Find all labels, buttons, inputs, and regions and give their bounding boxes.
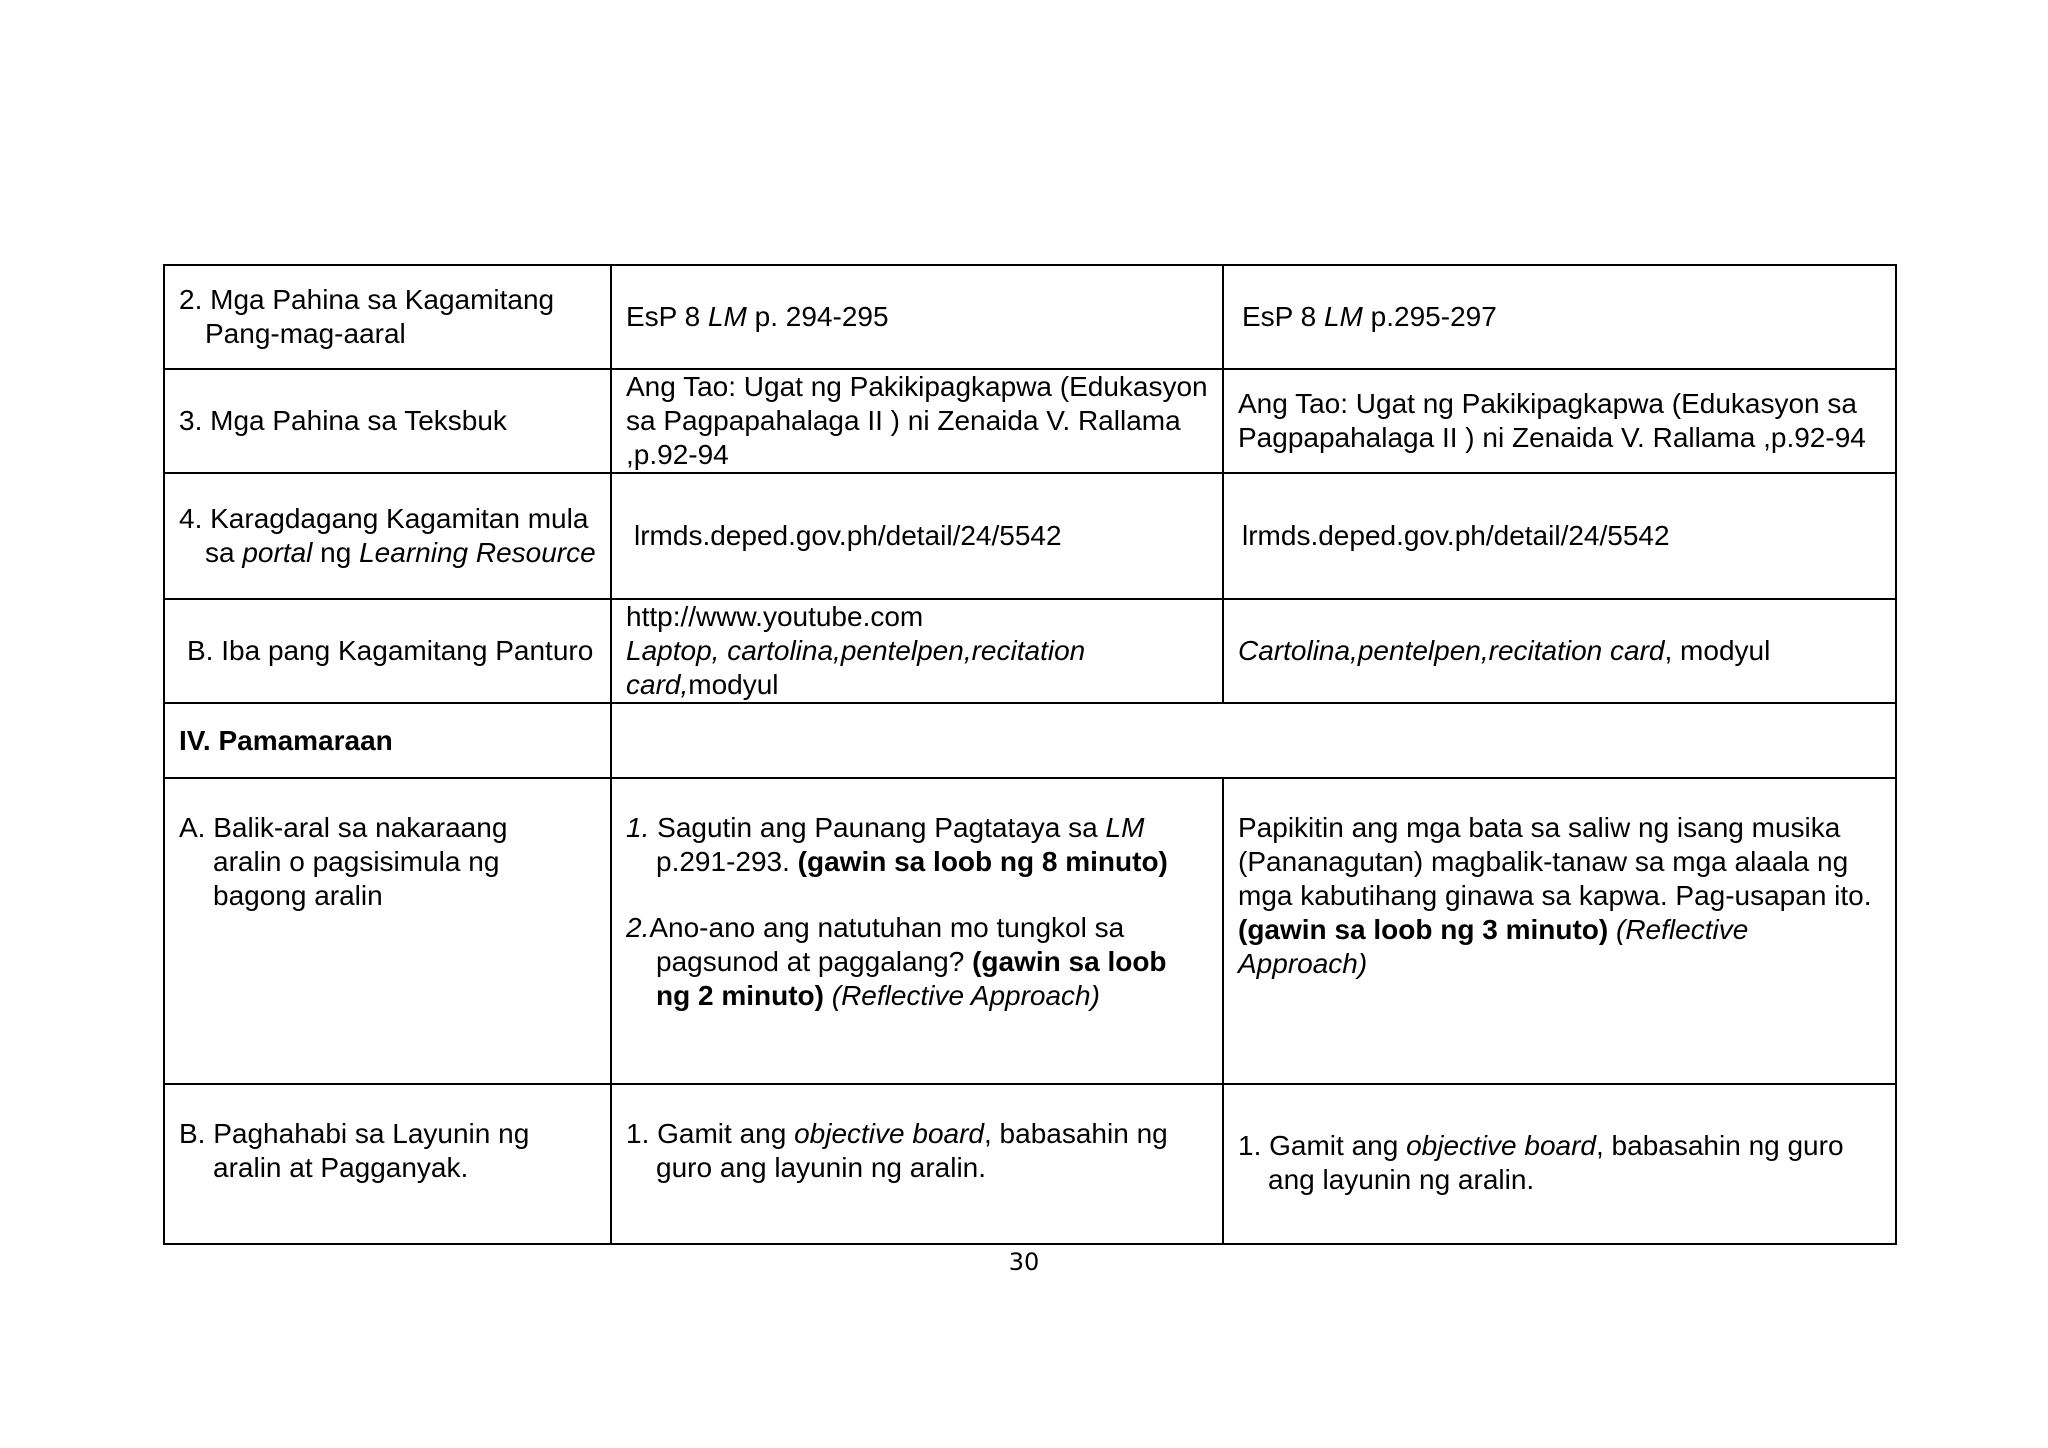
day1-cell [611, 265, 1223, 369]
cell-text-italic: LM [1323, 301, 1363, 332]
cell-text: Ang Tao: Ugat ng Pakikipagkapwa (Edukasyon sa Pagpapahalaga II ) ni Zenaida V. Rallama ,p.92-94 [1238, 388, 1866, 453]
row-label: A. Balik-aral sa nakaraang aralin o pagsisimula ng bagong aralin [179, 812, 508, 911]
row-label-italic: Learning Resource [359, 537, 596, 568]
cell-text [1238, 811, 1881, 981]
row-label-cell [164, 369, 611, 473]
resource-link[interactable]: lrmds.deped.gov.ph/detail/24/5542 [1242, 520, 1670, 551]
youtube-link[interactable]: http://www.youtube.com [626, 601, 924, 632]
row-label-continued: Pang-mag-aaral [205, 318, 406, 349]
section-heading-cell [164, 703, 611, 778]
empty-cell [611, 703, 1896, 778]
row-label [179, 502, 596, 570]
row-label: B. Paghahabi sa Layunin ng aralin at Pagganyak. [179, 1118, 530, 1183]
cell-text-italic: (Reflective Approach) [823, 980, 1100, 1011]
cell-text-bold: (gawin sa loob ng 2 minuto) [656, 946, 1167, 1011]
row-label-text: ng [312, 537, 360, 568]
row-label-text: 4. Karagdagang Kagamitan mula sa [179, 503, 589, 568]
table-row [164, 599, 1896, 703]
table-row [164, 473, 1896, 599]
day2-cell [1223, 265, 1896, 369]
list-number: 2. [626, 912, 650, 943]
cell-text: EsP 8 [1242, 301, 1324, 332]
table-row [164, 778, 1896, 1084]
day2-cell [1223, 1084, 1896, 1244]
cell-text: 1. Gamit ang [626, 1118, 795, 1149]
day2-cell [1223, 473, 1896, 599]
day1-cell [611, 473, 1223, 599]
cell-text-italic: Cartolina,pentelpen,recitation card [1238, 635, 1665, 666]
cell-text-bold: (gawin sa loob ng 8 minuto) [797, 846, 1168, 877]
resource-link[interactable]: lrmds.deped.gov.ph/detail/24/5542 [634, 520, 1062, 551]
cell-text-italic: LM [707, 301, 747, 332]
lesson-plan-table [163, 264, 1897, 1245]
day1-cell [611, 778, 1223, 1084]
row-label-cell [164, 599, 611, 703]
day2-cell [1223, 778, 1896, 1084]
day1-cell [611, 599, 1223, 703]
row-label-cell [164, 1084, 611, 1244]
list-item [1238, 1129, 1881, 1197]
table-row [164, 265, 1896, 369]
list-number: 1. [626, 812, 650, 843]
cell-text: Ano-ano ang natutuhan mo tungkol sa pagsunod at paggalang? [649, 912, 1125, 977]
list-item [626, 911, 1208, 1013]
table-row [164, 703, 1896, 778]
cell-text [626, 634, 1208, 702]
cell-text-span: Papikitin ang mga bata sa saliw ng isang musika (Pananagutan) magbalik-tanaw sa mga alaala ng mga kabutihang ginawa sa kapwa. Pag-usapan ito. [1238, 812, 1872, 911]
cell-text: , babasahin ng guro ang layunin ng aralin. [656, 1118, 1168, 1183]
cell-text: Ang Tao: Ugat ng Pakikipagkapwa (Edukasyon sa Pagpapahalaga II ) ni Zenaida V. Rallama ,p.92-94 [626, 371, 1208, 470]
cell-text: p.291-293. [656, 846, 798, 877]
section-heading: IV. Pamamaraan [179, 724, 393, 756]
cell-text-italic: Laptop, cartolina,pentelpen,recitation card, [626, 635, 1086, 700]
page-number: 30 [1008, 1248, 1040, 1276]
row-label: B. Iba pang Kagamitang Panturo [187, 635, 594, 666]
cell-text: , babasahin ng guro ang layunin ng aralin. [1268, 1130, 1844, 1195]
day2-cell [1223, 369, 1896, 473]
cell-text: , modyul [1664, 635, 1771, 666]
cell-text: modyul [688, 669, 779, 700]
row-label-cell [164, 265, 611, 369]
day1-cell [611, 369, 1223, 473]
table-row [164, 369, 1896, 473]
day1-cell [611, 1084, 1223, 1244]
list-item [626, 811, 1208, 879]
cell-text: EsP 8 [626, 301, 708, 332]
cell-text-italic: objective board [1406, 1130, 1596, 1161]
row-label-cell [164, 473, 611, 599]
cell-text-bold: (gawin sa loob ng 3 minuto) [1238, 914, 1609, 945]
list-item [626, 1117, 1208, 1185]
row-label: 3. Mga Pahina sa Teksbuk [179, 405, 507, 436]
row-label-cell [164, 778, 611, 1084]
row-label-italic: portal [242, 537, 313, 568]
row-label: 2. Mga Pahina sa Kagamitang [179, 284, 555, 315]
day2-cell [1223, 599, 1896, 703]
cell-text-italic: objective board [794, 1118, 984, 1149]
cell-text: 1. Gamit ang [1238, 1130, 1407, 1161]
cell-text-italic: LM [1105, 812, 1145, 843]
cell-text: Sagutin ang Paunang Pagtataya sa [649, 812, 1106, 843]
cell-text: p. 294-295 [746, 301, 889, 332]
cell-text-italic: (Reflective Approach) [1238, 914, 1749, 979]
table-row [164, 1084, 1896, 1244]
cell-text: p.295-297 [1362, 301, 1497, 332]
